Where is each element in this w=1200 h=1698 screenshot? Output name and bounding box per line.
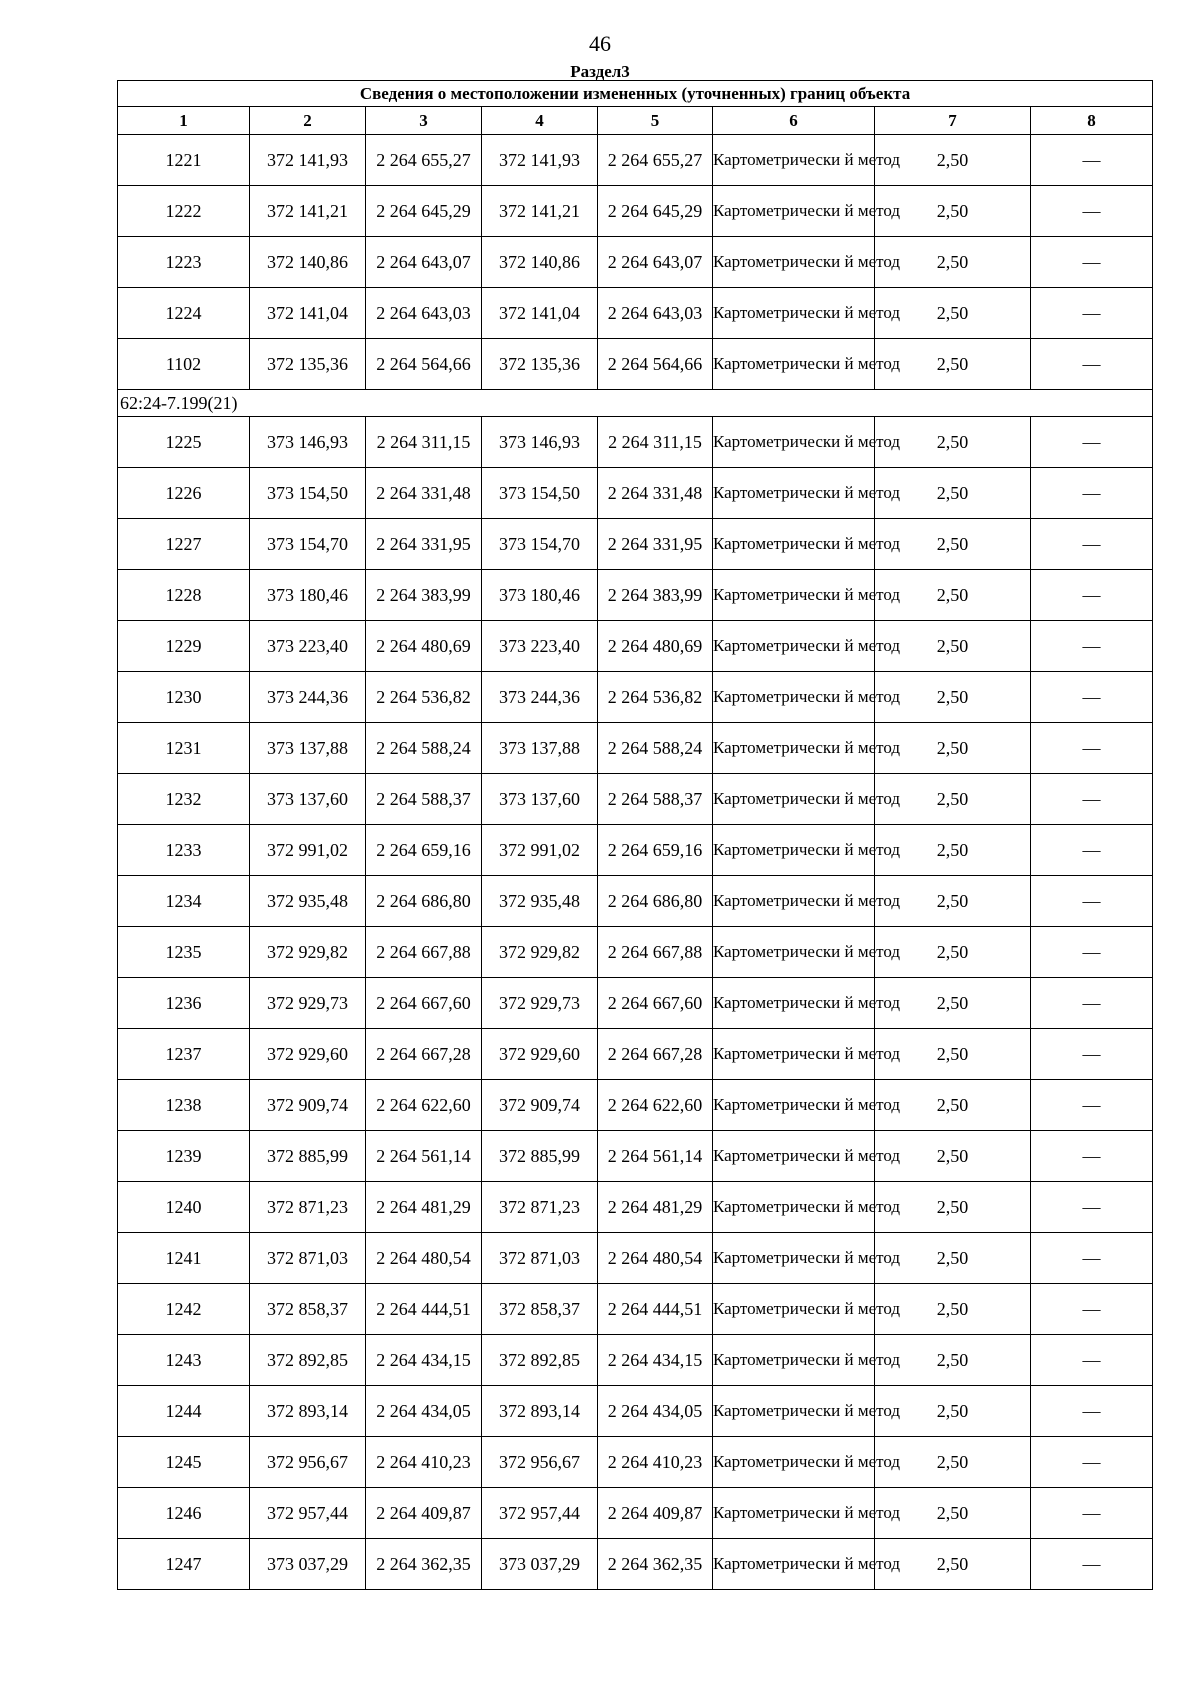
refined-y-cell: 2 264 480,54 — [598, 1233, 713, 1284]
existing-y-cell: 2 264 434,15 — [366, 1335, 482, 1386]
point-description-cell: — — [1031, 1029, 1153, 1080]
accuracy-value-cell: 2,50 — [875, 237, 1031, 288]
table-row — [118, 288, 1153, 339]
determination-method-cell: Картометрически й метод — [713, 1029, 875, 1080]
existing-y-cell: 2 264 383,99 — [366, 570, 482, 621]
column-number-row — [118, 107, 1153, 135]
determination-method-cell: Картометрически й метод — [713, 135, 875, 186]
refined-x-cell: 372 141,93 — [482, 135, 598, 186]
point-number-cell: 1231 — [118, 723, 250, 774]
column-number: 8 — [1031, 107, 1153, 135]
refined-x-cell: 373 223,40 — [482, 621, 598, 672]
point-number-cell: 1247 — [118, 1539, 250, 1590]
point-description-cell: — — [1031, 288, 1153, 339]
refined-x-cell: 372 991,02 — [482, 825, 598, 876]
refined-x-cell: 373 137,60 — [482, 774, 598, 825]
point-description-cell: — — [1031, 1182, 1153, 1233]
table-row — [118, 1182, 1153, 1233]
refined-x-cell: 372 141,21 — [482, 186, 598, 237]
determination-method-cell: Картометрически й метод — [713, 519, 875, 570]
existing-y-cell: 2 264 331,95 — [366, 519, 482, 570]
determination-method-cell: Картометрически й метод — [713, 1080, 875, 1131]
existing-x-cell: 373 223,40 — [250, 621, 366, 672]
table-row — [118, 135, 1153, 186]
table-row — [118, 519, 1153, 570]
refined-y-cell: 2 264 643,07 — [598, 237, 713, 288]
existing-x-cell: 373 154,70 — [250, 519, 366, 570]
existing-y-cell: 2 264 536,82 — [366, 672, 482, 723]
column-number: 7 — [875, 107, 1031, 135]
refined-y-cell: 2 264 383,99 — [598, 570, 713, 621]
point-description-cell: — — [1031, 978, 1153, 1029]
existing-x-cell: 373 180,46 — [250, 570, 366, 621]
table-row — [118, 1488, 1153, 1539]
point-number-cell: 1240 — [118, 1182, 250, 1233]
accuracy-value-cell: 2,50 — [875, 672, 1031, 723]
accuracy-value-cell: 2,50 — [875, 1335, 1031, 1386]
table-row — [118, 774, 1153, 825]
existing-x-cell: 372 885,99 — [250, 1131, 366, 1182]
parcel-cadastral-number: 62:24-7.199(21) — [118, 390, 1153, 417]
accuracy-value-cell: 2,50 — [875, 774, 1031, 825]
point-number-cell: 1230 — [118, 672, 250, 723]
accuracy-value-cell: 2,50 — [875, 1539, 1031, 1590]
existing-y-cell: 2 264 655,27 — [366, 135, 482, 186]
table-row — [118, 417, 1153, 468]
refined-y-cell: 2 264 536,82 — [598, 672, 713, 723]
refined-x-cell: 373 154,50 — [482, 468, 598, 519]
table-body — [118, 81, 1153, 1590]
refined-x-cell: 372 957,44 — [482, 1488, 598, 1539]
determination-method-cell: Картометрически й метод — [713, 927, 875, 978]
table-row — [118, 1437, 1153, 1488]
table-row — [118, 237, 1153, 288]
existing-y-cell: 2 264 622,60 — [366, 1080, 482, 1131]
accuracy-value-cell: 2,50 — [875, 825, 1031, 876]
existing-y-cell: 2 264 434,05 — [366, 1386, 482, 1437]
refined-x-cell: 372 140,86 — [482, 237, 598, 288]
refined-y-cell: 2 264 480,69 — [598, 621, 713, 672]
refined-x-cell: 372 141,04 — [482, 288, 598, 339]
refined-x-cell: 373 037,29 — [482, 1539, 598, 1590]
point-number-cell: 1242 — [118, 1284, 250, 1335]
refined-y-cell: 2 264 588,37 — [598, 774, 713, 825]
point-description-cell: — — [1031, 876, 1153, 927]
existing-x-cell: 373 037,29 — [250, 1539, 366, 1590]
determination-method-cell: Картометрически й метод — [713, 468, 875, 519]
existing-x-cell: 372 141,93 — [250, 135, 366, 186]
existing-y-cell: 2 264 331,48 — [366, 468, 482, 519]
point-number-cell: 1102 — [118, 339, 250, 390]
determination-method-cell: Картометрически й метод — [713, 1386, 875, 1437]
point-description-cell: — — [1031, 339, 1153, 390]
table-row — [118, 339, 1153, 390]
existing-x-cell: 373 146,93 — [250, 417, 366, 468]
determination-method-cell: Картометрически й метод — [713, 1539, 875, 1590]
refined-y-cell: 2 264 588,24 — [598, 723, 713, 774]
accuracy-value-cell: 2,50 — [875, 978, 1031, 1029]
point-description-cell: — — [1031, 1335, 1153, 1386]
point-description-cell: — — [1031, 468, 1153, 519]
point-description-cell: — — [1031, 186, 1153, 237]
accuracy-value-cell: 2,50 — [875, 135, 1031, 186]
refined-y-cell: 2 264 686,80 — [598, 876, 713, 927]
refined-x-cell: 373 137,88 — [482, 723, 598, 774]
table-row — [118, 876, 1153, 927]
refined-x-cell: 372 929,82 — [482, 927, 598, 978]
point-description-cell: — — [1031, 570, 1153, 621]
existing-x-cell: 372 858,37 — [250, 1284, 366, 1335]
existing-x-cell: 372 929,73 — [250, 978, 366, 1029]
table-row — [118, 723, 1153, 774]
accuracy-value-cell: 2,50 — [875, 1488, 1031, 1539]
point-description-cell: — — [1031, 1080, 1153, 1131]
refined-y-cell: 2 264 444,51 — [598, 1284, 713, 1335]
point-number-cell: 1237 — [118, 1029, 250, 1080]
table-row — [118, 927, 1153, 978]
table-row — [118, 468, 1153, 519]
determination-method-cell: Картометрически й метод — [713, 621, 875, 672]
boundary-coordinates-table — [117, 80, 1153, 1590]
determination-method-cell: Картометрически й метод — [713, 774, 875, 825]
point-description-cell: — — [1031, 621, 1153, 672]
existing-x-cell: 373 154,50 — [250, 468, 366, 519]
existing-y-cell: 2 264 588,37 — [366, 774, 482, 825]
existing-x-cell: 372 141,04 — [250, 288, 366, 339]
refined-y-cell: 2 264 659,16 — [598, 825, 713, 876]
accuracy-value-cell: 2,50 — [875, 288, 1031, 339]
refined-x-cell: 372 858,37 — [482, 1284, 598, 1335]
column-number: 1 — [118, 107, 250, 135]
point-description-cell: — — [1031, 237, 1153, 288]
existing-x-cell: 372 892,85 — [250, 1335, 366, 1386]
refined-y-cell: 2 264 434,15 — [598, 1335, 713, 1386]
refined-x-cell: 373 244,36 — [482, 672, 598, 723]
determination-method-cell: Картометрически й метод — [713, 876, 875, 927]
determination-method-cell: Картометрически й метод — [713, 723, 875, 774]
existing-x-cell: 372 871,03 — [250, 1233, 366, 1284]
determination-method-cell: Картометрически й метод — [713, 339, 875, 390]
table-row — [118, 1080, 1153, 1131]
point-description-cell: — — [1031, 417, 1153, 468]
accuracy-value-cell: 2,50 — [875, 186, 1031, 237]
table-row — [118, 570, 1153, 621]
point-number-cell: 1228 — [118, 570, 250, 621]
point-number-cell: 1236 — [118, 978, 250, 1029]
refined-x-cell: 372 871,03 — [482, 1233, 598, 1284]
point-description-cell: — — [1031, 927, 1153, 978]
determination-method-cell: Картометрически й метод — [713, 237, 875, 288]
existing-y-cell: 2 264 362,35 — [366, 1539, 482, 1590]
accuracy-value-cell: 2,50 — [875, 1182, 1031, 1233]
determination-method-cell: Картометрически й метод — [713, 1284, 875, 1335]
column-number: 4 — [482, 107, 598, 135]
point-description-cell: — — [1031, 135, 1153, 186]
determination-method-cell: Картометрически й метод — [713, 1437, 875, 1488]
existing-y-cell: 2 264 444,51 — [366, 1284, 482, 1335]
table-row — [118, 1335, 1153, 1386]
point-number-cell: 1245 — [118, 1437, 250, 1488]
refined-y-cell: 2 264 622,60 — [598, 1080, 713, 1131]
accuracy-value-cell: 2,50 — [875, 519, 1031, 570]
refined-y-cell: 2 264 331,95 — [598, 519, 713, 570]
existing-x-cell: 373 137,60 — [250, 774, 366, 825]
point-description-cell: — — [1031, 1233, 1153, 1284]
existing-y-cell: 2 264 667,28 — [366, 1029, 482, 1080]
point-description-cell: — — [1031, 1131, 1153, 1182]
existing-x-cell: 372 956,67 — [250, 1437, 366, 1488]
existing-y-cell: 2 264 667,60 — [366, 978, 482, 1029]
existing-y-cell: 2 264 645,29 — [366, 186, 482, 237]
point-number-cell: 1235 — [118, 927, 250, 978]
column-number: 6 — [713, 107, 875, 135]
table-row — [118, 621, 1153, 672]
existing-y-cell: 2 264 643,03 — [366, 288, 482, 339]
determination-method-cell: Картометрически й метод — [713, 1488, 875, 1539]
refined-x-cell: 372 892,85 — [482, 1335, 598, 1386]
accuracy-value-cell: 2,50 — [875, 1284, 1031, 1335]
refined-y-cell: 2 264 667,60 — [598, 978, 713, 1029]
refined-y-cell: 2 264 481,29 — [598, 1182, 713, 1233]
existing-y-cell: 2 264 481,29 — [366, 1182, 482, 1233]
refined-x-cell: 372 885,99 — [482, 1131, 598, 1182]
refined-x-cell: 372 893,14 — [482, 1386, 598, 1437]
column-number: 2 — [250, 107, 366, 135]
point-description-cell: — — [1031, 672, 1153, 723]
point-number-cell: 1234 — [118, 876, 250, 927]
point-number-cell: 1227 — [118, 519, 250, 570]
determination-method-cell: Картометрически й метод — [713, 186, 875, 237]
existing-x-cell: 372 909,74 — [250, 1080, 366, 1131]
point-number-cell: 1232 — [118, 774, 250, 825]
refined-y-cell: 2 264 362,35 — [598, 1539, 713, 1590]
existing-x-cell: 372 871,23 — [250, 1182, 366, 1233]
existing-y-cell: 2 264 643,07 — [366, 237, 482, 288]
page-number: 46 — [589, 31, 611, 56]
refined-y-cell: 2 264 434,05 — [598, 1386, 713, 1437]
existing-y-cell: 2 264 561,14 — [366, 1131, 482, 1182]
point-description-cell: — — [1031, 1539, 1153, 1590]
section-title: Раздел3 — [570, 62, 630, 81]
accuracy-value-cell: 2,50 — [875, 1131, 1031, 1182]
table-row — [118, 1029, 1153, 1080]
existing-y-cell: 2 264 409,87 — [366, 1488, 482, 1539]
existing-y-cell: 2 264 588,24 — [366, 723, 482, 774]
point-number-cell: 1243 — [118, 1335, 250, 1386]
refined-y-cell: 2 264 311,15 — [598, 417, 713, 468]
table-row — [118, 672, 1153, 723]
accuracy-value-cell: 2,50 — [875, 876, 1031, 927]
point-number-cell: 1233 — [118, 825, 250, 876]
existing-y-cell: 2 264 564,66 — [366, 339, 482, 390]
refined-y-cell: 2 264 331,48 — [598, 468, 713, 519]
point-number-cell: 1246 — [118, 1488, 250, 1539]
refined-x-cell: 373 146,93 — [482, 417, 598, 468]
table-row — [118, 1386, 1153, 1437]
table-caption: Сведения о местоположении измененных (уточненных) границ объекта — [118, 81, 1153, 107]
refined-y-cell: 2 264 561,14 — [598, 1131, 713, 1182]
refined-x-cell: 372 909,74 — [482, 1080, 598, 1131]
parcel-group-row — [118, 390, 1153, 417]
table-row — [118, 1233, 1153, 1284]
point-number-cell: 1229 — [118, 621, 250, 672]
accuracy-value-cell: 2,50 — [875, 927, 1031, 978]
refined-x-cell: 373 154,70 — [482, 519, 598, 570]
point-number-cell: 1244 — [118, 1386, 250, 1437]
point-number-cell: 1225 — [118, 417, 250, 468]
point-number-cell: 1221 — [118, 135, 250, 186]
existing-y-cell: 2 264 480,69 — [366, 621, 482, 672]
determination-method-cell: Картометрически й метод — [713, 825, 875, 876]
point-description-cell: — — [1031, 1488, 1153, 1539]
point-description-cell: — — [1031, 774, 1153, 825]
point-description-cell: — — [1031, 825, 1153, 876]
point-description-cell: — — [1031, 1386, 1153, 1437]
table-caption-row — [118, 81, 1153, 107]
refined-y-cell: 2 264 410,23 — [598, 1437, 713, 1488]
refined-x-cell: 373 180,46 — [482, 570, 598, 621]
accuracy-value-cell: 2,50 — [875, 1233, 1031, 1284]
point-number-cell: 1222 — [118, 186, 250, 237]
point-number-cell: 1223 — [118, 237, 250, 288]
existing-x-cell: 373 137,88 — [250, 723, 366, 774]
refined-x-cell: 372 871,23 — [482, 1182, 598, 1233]
determination-method-cell: Картометрически й метод — [713, 1182, 875, 1233]
refined-y-cell: 2 264 409,87 — [598, 1488, 713, 1539]
refined-x-cell: 372 929,60 — [482, 1029, 598, 1080]
existing-x-cell: 372 935,48 — [250, 876, 366, 927]
existing-y-cell: 2 264 311,15 — [366, 417, 482, 468]
existing-x-cell: 372 140,86 — [250, 237, 366, 288]
existing-x-cell: 372 929,60 — [250, 1029, 366, 1080]
existing-x-cell: 372 991,02 — [250, 825, 366, 876]
point-number-cell: 1226 — [118, 468, 250, 519]
refined-y-cell: 2 264 564,66 — [598, 339, 713, 390]
determination-method-cell: Картометрически й метод — [713, 288, 875, 339]
accuracy-value-cell: 2,50 — [875, 570, 1031, 621]
existing-x-cell: 372 957,44 — [250, 1488, 366, 1539]
refined-y-cell: 2 264 643,03 — [598, 288, 713, 339]
existing-y-cell: 2 264 667,88 — [366, 927, 482, 978]
accuracy-value-cell: 2,50 — [875, 1080, 1031, 1131]
accuracy-value-cell: 2,50 — [875, 468, 1031, 519]
accuracy-value-cell: 2,50 — [875, 1437, 1031, 1488]
point-description-cell: — — [1031, 723, 1153, 774]
refined-y-cell: 2 264 655,27 — [598, 135, 713, 186]
point-description-cell: — — [1031, 1284, 1153, 1335]
accuracy-value-cell: 2,50 — [875, 621, 1031, 672]
existing-x-cell: 372 929,82 — [250, 927, 366, 978]
refined-y-cell: 2 264 645,29 — [598, 186, 713, 237]
refined-y-cell: 2 264 667,28 — [598, 1029, 713, 1080]
table-row — [118, 1284, 1153, 1335]
point-number-cell: 1239 — [118, 1131, 250, 1182]
accuracy-value-cell: 2,50 — [875, 417, 1031, 468]
accuracy-value-cell: 2,50 — [875, 1029, 1031, 1080]
point-description-cell: — — [1031, 1437, 1153, 1488]
point-number-cell: 1224 — [118, 288, 250, 339]
table-row — [118, 1539, 1153, 1590]
determination-method-cell: Картометрически й метод — [713, 1335, 875, 1386]
accuracy-value-cell: 2,50 — [875, 339, 1031, 390]
column-number: 5 — [598, 107, 713, 135]
accuracy-value-cell: 2,50 — [875, 1386, 1031, 1437]
refined-x-cell: 372 956,67 — [482, 1437, 598, 1488]
determination-method-cell: Картометрически й метод — [713, 1131, 875, 1182]
determination-method-cell: Картометрически й метод — [713, 978, 875, 1029]
existing-y-cell: 2 264 686,80 — [366, 876, 482, 927]
existing-x-cell: 372 893,14 — [250, 1386, 366, 1437]
point-number-cell: 1241 — [118, 1233, 250, 1284]
existing-y-cell: 2 264 480,54 — [366, 1233, 482, 1284]
determination-method-cell: Картометрически й метод — [713, 417, 875, 468]
refined-x-cell: 372 929,73 — [482, 978, 598, 1029]
refined-x-cell: 372 135,36 — [482, 339, 598, 390]
refined-x-cell: 372 935,48 — [482, 876, 598, 927]
accuracy-value-cell: 2,50 — [875, 723, 1031, 774]
point-number-cell: 1238 — [118, 1080, 250, 1131]
refined-y-cell: 2 264 667,88 — [598, 927, 713, 978]
table-row — [118, 825, 1153, 876]
determination-method-cell: Картометрически й метод — [713, 570, 875, 621]
existing-x-cell: 372 141,21 — [250, 186, 366, 237]
column-number: 3 — [366, 107, 482, 135]
existing-y-cell: 2 264 410,23 — [366, 1437, 482, 1488]
existing-y-cell: 2 264 659,16 — [366, 825, 482, 876]
table-row — [118, 186, 1153, 237]
determination-method-cell: Картометрически й метод — [713, 1233, 875, 1284]
table-row — [118, 1131, 1153, 1182]
point-description-cell: — — [1031, 519, 1153, 570]
determination-method-cell: Картометрически й метод — [713, 672, 875, 723]
existing-x-cell: 373 244,36 — [250, 672, 366, 723]
table-row — [118, 978, 1153, 1029]
existing-x-cell: 372 135,36 — [250, 339, 366, 390]
